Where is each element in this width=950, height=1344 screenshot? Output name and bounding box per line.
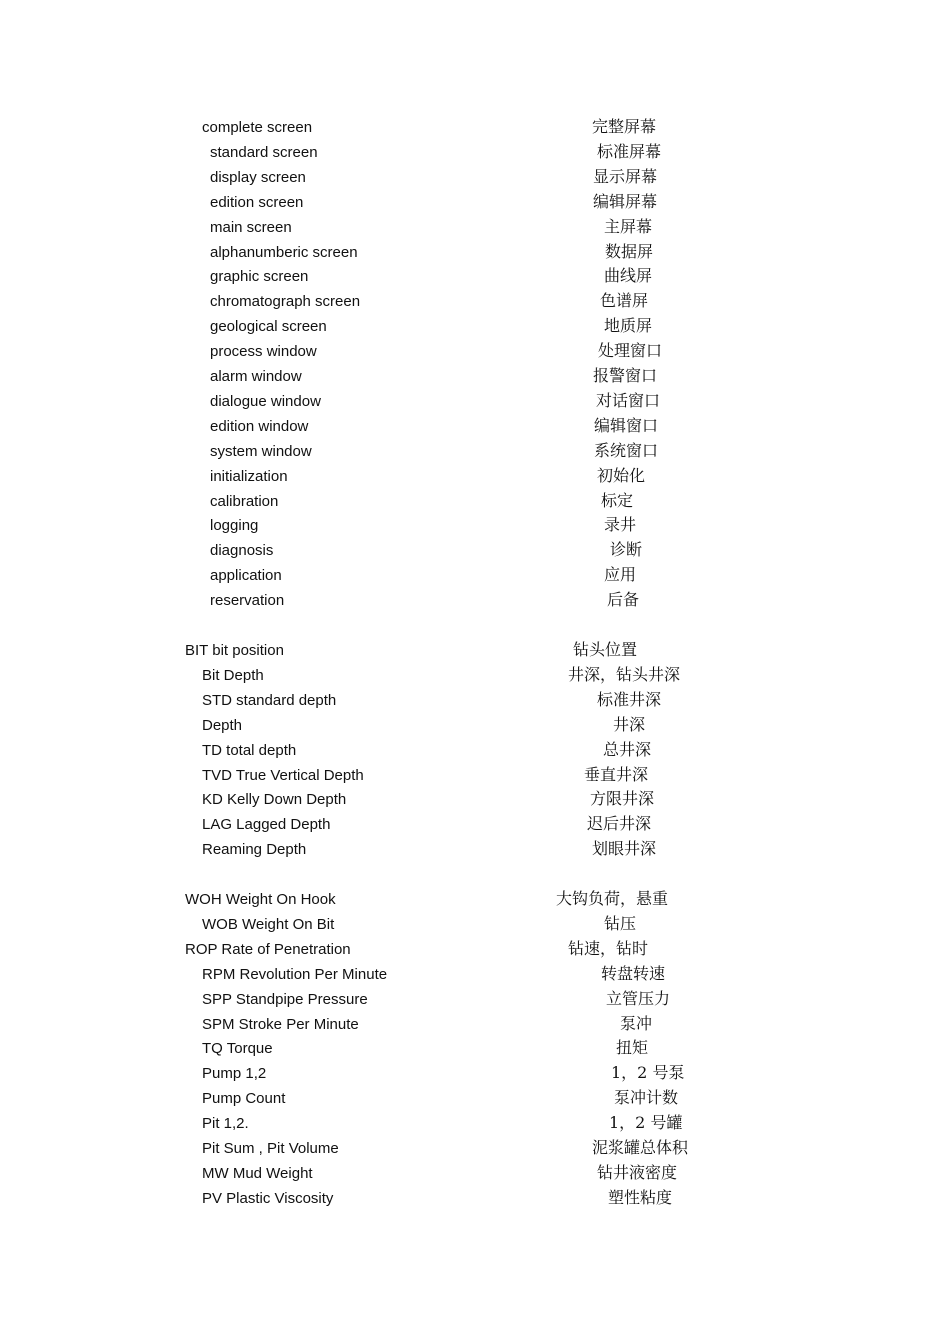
- term-english: geological screen: [210, 318, 327, 335]
- term-english: standard screen: [210, 144, 318, 161]
- term-chinese: 划眼井深: [592, 839, 657, 858]
- term-english: STD standard depth: [202, 692, 337, 709]
- term-chinese: 方限井深: [590, 789, 655, 808]
- term-chinese: 1，2 号泵: [611, 1063, 685, 1082]
- term-english: main screen: [210, 219, 292, 236]
- term-chinese: 钻压: [604, 914, 637, 933]
- term-chinese: 录井: [604, 515, 637, 534]
- term-english: logging: [210, 517, 259, 534]
- term-english: Pump 1,2: [202, 1065, 267, 1082]
- term-english: Pit 1,2.: [202, 1115, 249, 1132]
- term-chinese: 1，2 号罐: [609, 1113, 683, 1132]
- term-english: diagnosis: [210, 542, 274, 559]
- term-chinese: 泥浆罐总体积: [592, 1138, 689, 1157]
- term-chinese: 曲线屏: [604, 266, 653, 285]
- term-english: RPM Revolution Per Minute: [202, 966, 388, 983]
- term-english: edition screen: [210, 194, 304, 211]
- term-english: alarm window: [210, 368, 302, 385]
- term-chinese: 标准井深: [597, 690, 662, 709]
- term-english: WOB Weight On Bit: [202, 916, 335, 933]
- term-english: graphic screen: [210, 268, 309, 285]
- term-english: TQ Torque: [202, 1040, 273, 1057]
- term-english: BIT bit position: [185, 642, 284, 659]
- term-english: LAG Lagged Depth: [202, 816, 331, 833]
- term-english: TVD True Vertical Depth: [202, 767, 364, 784]
- term-chinese: 钻头位置: [573, 640, 638, 659]
- term-chinese: 泵冲: [620, 1014, 653, 1033]
- term-chinese: 转盘转速: [601, 964, 666, 983]
- term-chinese: 扭矩: [616, 1038, 649, 1057]
- term-chinese: 数据屏: [605, 242, 654, 261]
- term-chinese: 诊断: [610, 540, 643, 559]
- term-english: PV Plastic Viscosity: [202, 1190, 334, 1207]
- term-chinese: 后备: [607, 590, 640, 609]
- term-chinese: 标定: [601, 491, 634, 510]
- term-chinese: 完整屏幕: [592, 117, 657, 136]
- term-english: Bit Depth: [202, 667, 264, 684]
- term-chinese: 泵冲计数: [614, 1088, 679, 1107]
- term-chinese: 初始化: [597, 466, 646, 485]
- term-chinese: 大钩负荷，悬重: [556, 889, 669, 908]
- term-english: system window: [210, 443, 312, 460]
- term-english: process window: [210, 343, 317, 360]
- term-chinese: 地质屏: [604, 316, 653, 335]
- term-chinese: 处理窗口: [598, 341, 663, 360]
- term-english: application: [210, 567, 282, 584]
- term-chinese: 井深: [613, 715, 646, 734]
- term-english: Pump Count: [202, 1090, 286, 1107]
- term-chinese: 标准屏幕: [597, 142, 662, 161]
- term-english: TD total depth: [202, 742, 297, 759]
- term-chinese: 报警窗口: [593, 366, 658, 385]
- term-english: Depth: [202, 717, 243, 734]
- term-english: SPP Standpipe Pressure: [202, 991, 368, 1008]
- term-english: edition window: [210, 418, 309, 435]
- term-english: initialization: [210, 468, 288, 485]
- term-english: complete screen: [202, 119, 313, 136]
- term-chinese: 总井深: [603, 740, 652, 759]
- term-english: chromatograph screen: [210, 293, 361, 310]
- term-english: SPM Stroke Per Minute: [202, 1016, 359, 1033]
- term-chinese: 立管压力: [606, 989, 671, 1008]
- term-english: calibration: [210, 493, 279, 510]
- term-english: ROP Rate of Penetration: [185, 941, 351, 958]
- term-chinese: 显示屏幕: [593, 167, 658, 186]
- term-chinese: 垂直井深: [584, 765, 649, 784]
- term-chinese: 塑性粘度: [608, 1188, 673, 1207]
- term-chinese: 主屏幕: [604, 217, 653, 236]
- term-chinese: 编辑屏幕: [593, 192, 658, 211]
- term-english: MW Mud Weight: [202, 1165, 313, 1182]
- term-chinese: 系统窗口: [594, 441, 659, 460]
- term-english: Reaming Depth: [202, 841, 307, 858]
- term-english: WOH Weight On Hook: [185, 891, 336, 908]
- term-english: alphanumberic screen: [210, 244, 358, 261]
- term-english: display screen: [210, 169, 306, 186]
- term-english: KD Kelly Down Depth: [202, 791, 347, 808]
- term-chinese: 迟后井深: [587, 814, 652, 833]
- term-chinese: 钻速，钻时: [568, 939, 649, 958]
- term-chinese: 井深，钻头井深: [568, 665, 681, 684]
- term-english: reservation: [210, 592, 285, 609]
- term-english: Pit Sum , Pit Volume: [202, 1140, 339, 1157]
- term-chinese: 应用: [604, 565, 637, 584]
- term-chinese: 钻井液密度: [597, 1163, 678, 1182]
- term-chinese: 编辑窗口: [594, 416, 659, 435]
- term-chinese: 色谱屏: [600, 291, 649, 310]
- term-english: dialogue window: [210, 393, 321, 410]
- term-chinese: 对话窗口: [596, 391, 661, 410]
